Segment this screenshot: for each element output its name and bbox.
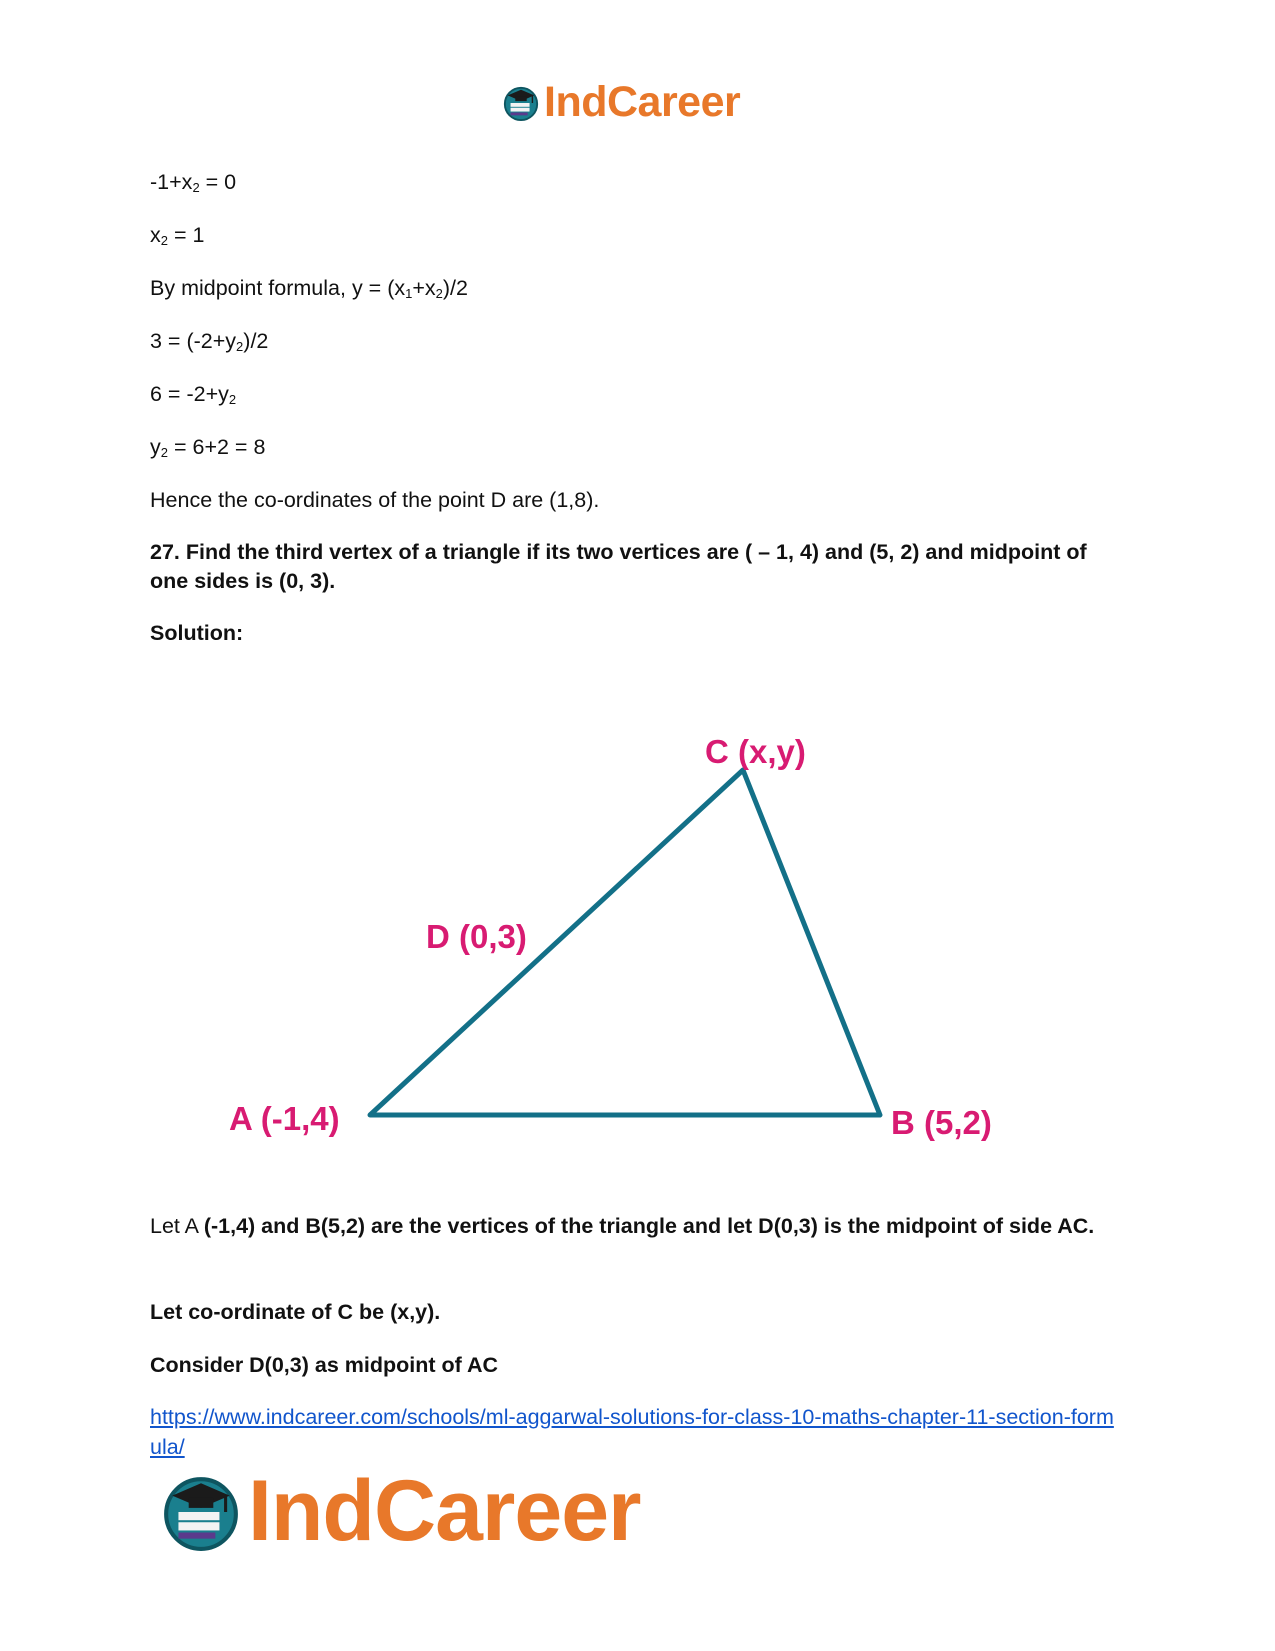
solution-label: Solution: [150,621,244,645]
label-b: B (5,2) [891,1104,992,1141]
source-link[interactable]: https://www.indcareer.com/schools/ml-aggarwal-solutions-for-class-10-maths-chapter-11-section-formula/ [150,1405,1114,1459]
step-line: $6 = -2+y_2$ [150,382,237,407]
logo-text: IndCareer [248,1463,641,1559]
step-line: $x_2 = 1$ [150,223,205,248]
explanation-paragraph: Let A (-1,4) and B(5,2) are the vertices of the triangle and let D(0,3) is the midpoint of side AC. [150,1214,1095,1238]
question-text: 27. Find the third vertex of a triangle if its two vertices are ( – 1, 4) and (5, 2) and midpoint of one sides is (0, 3). [150,540,1087,593]
step-line: $-1+x_2 = 0$ [150,170,237,195]
graduation-cap-icon [160,1471,242,1553]
label-a: A (-1,4) [229,1100,340,1137]
conclusion-text: Hence the co-ordinates of the point D are (1,8). [150,488,600,512]
let-coordinate-text: Let co-ordinate of C be (x,y). [150,1300,441,1324]
source-link-container [150,1402,1125,1462]
label-c: C (x,y) [705,733,806,770]
step-line: By midpoint formula, $y = (x_1+x_2)/2$ [150,276,468,301]
consider-midpoint-text: Consider D(0,3) as midpoint of AC [150,1353,498,1377]
label-d: D (0,3) [426,918,527,955]
step-line: $y_2 = 6+2 = 8$ [150,435,266,460]
logo-text: IndCareer [544,78,741,126]
step-line: $3 = (-2+y_2)/2$ [150,329,269,354]
footer-logo [160,1462,641,1561]
